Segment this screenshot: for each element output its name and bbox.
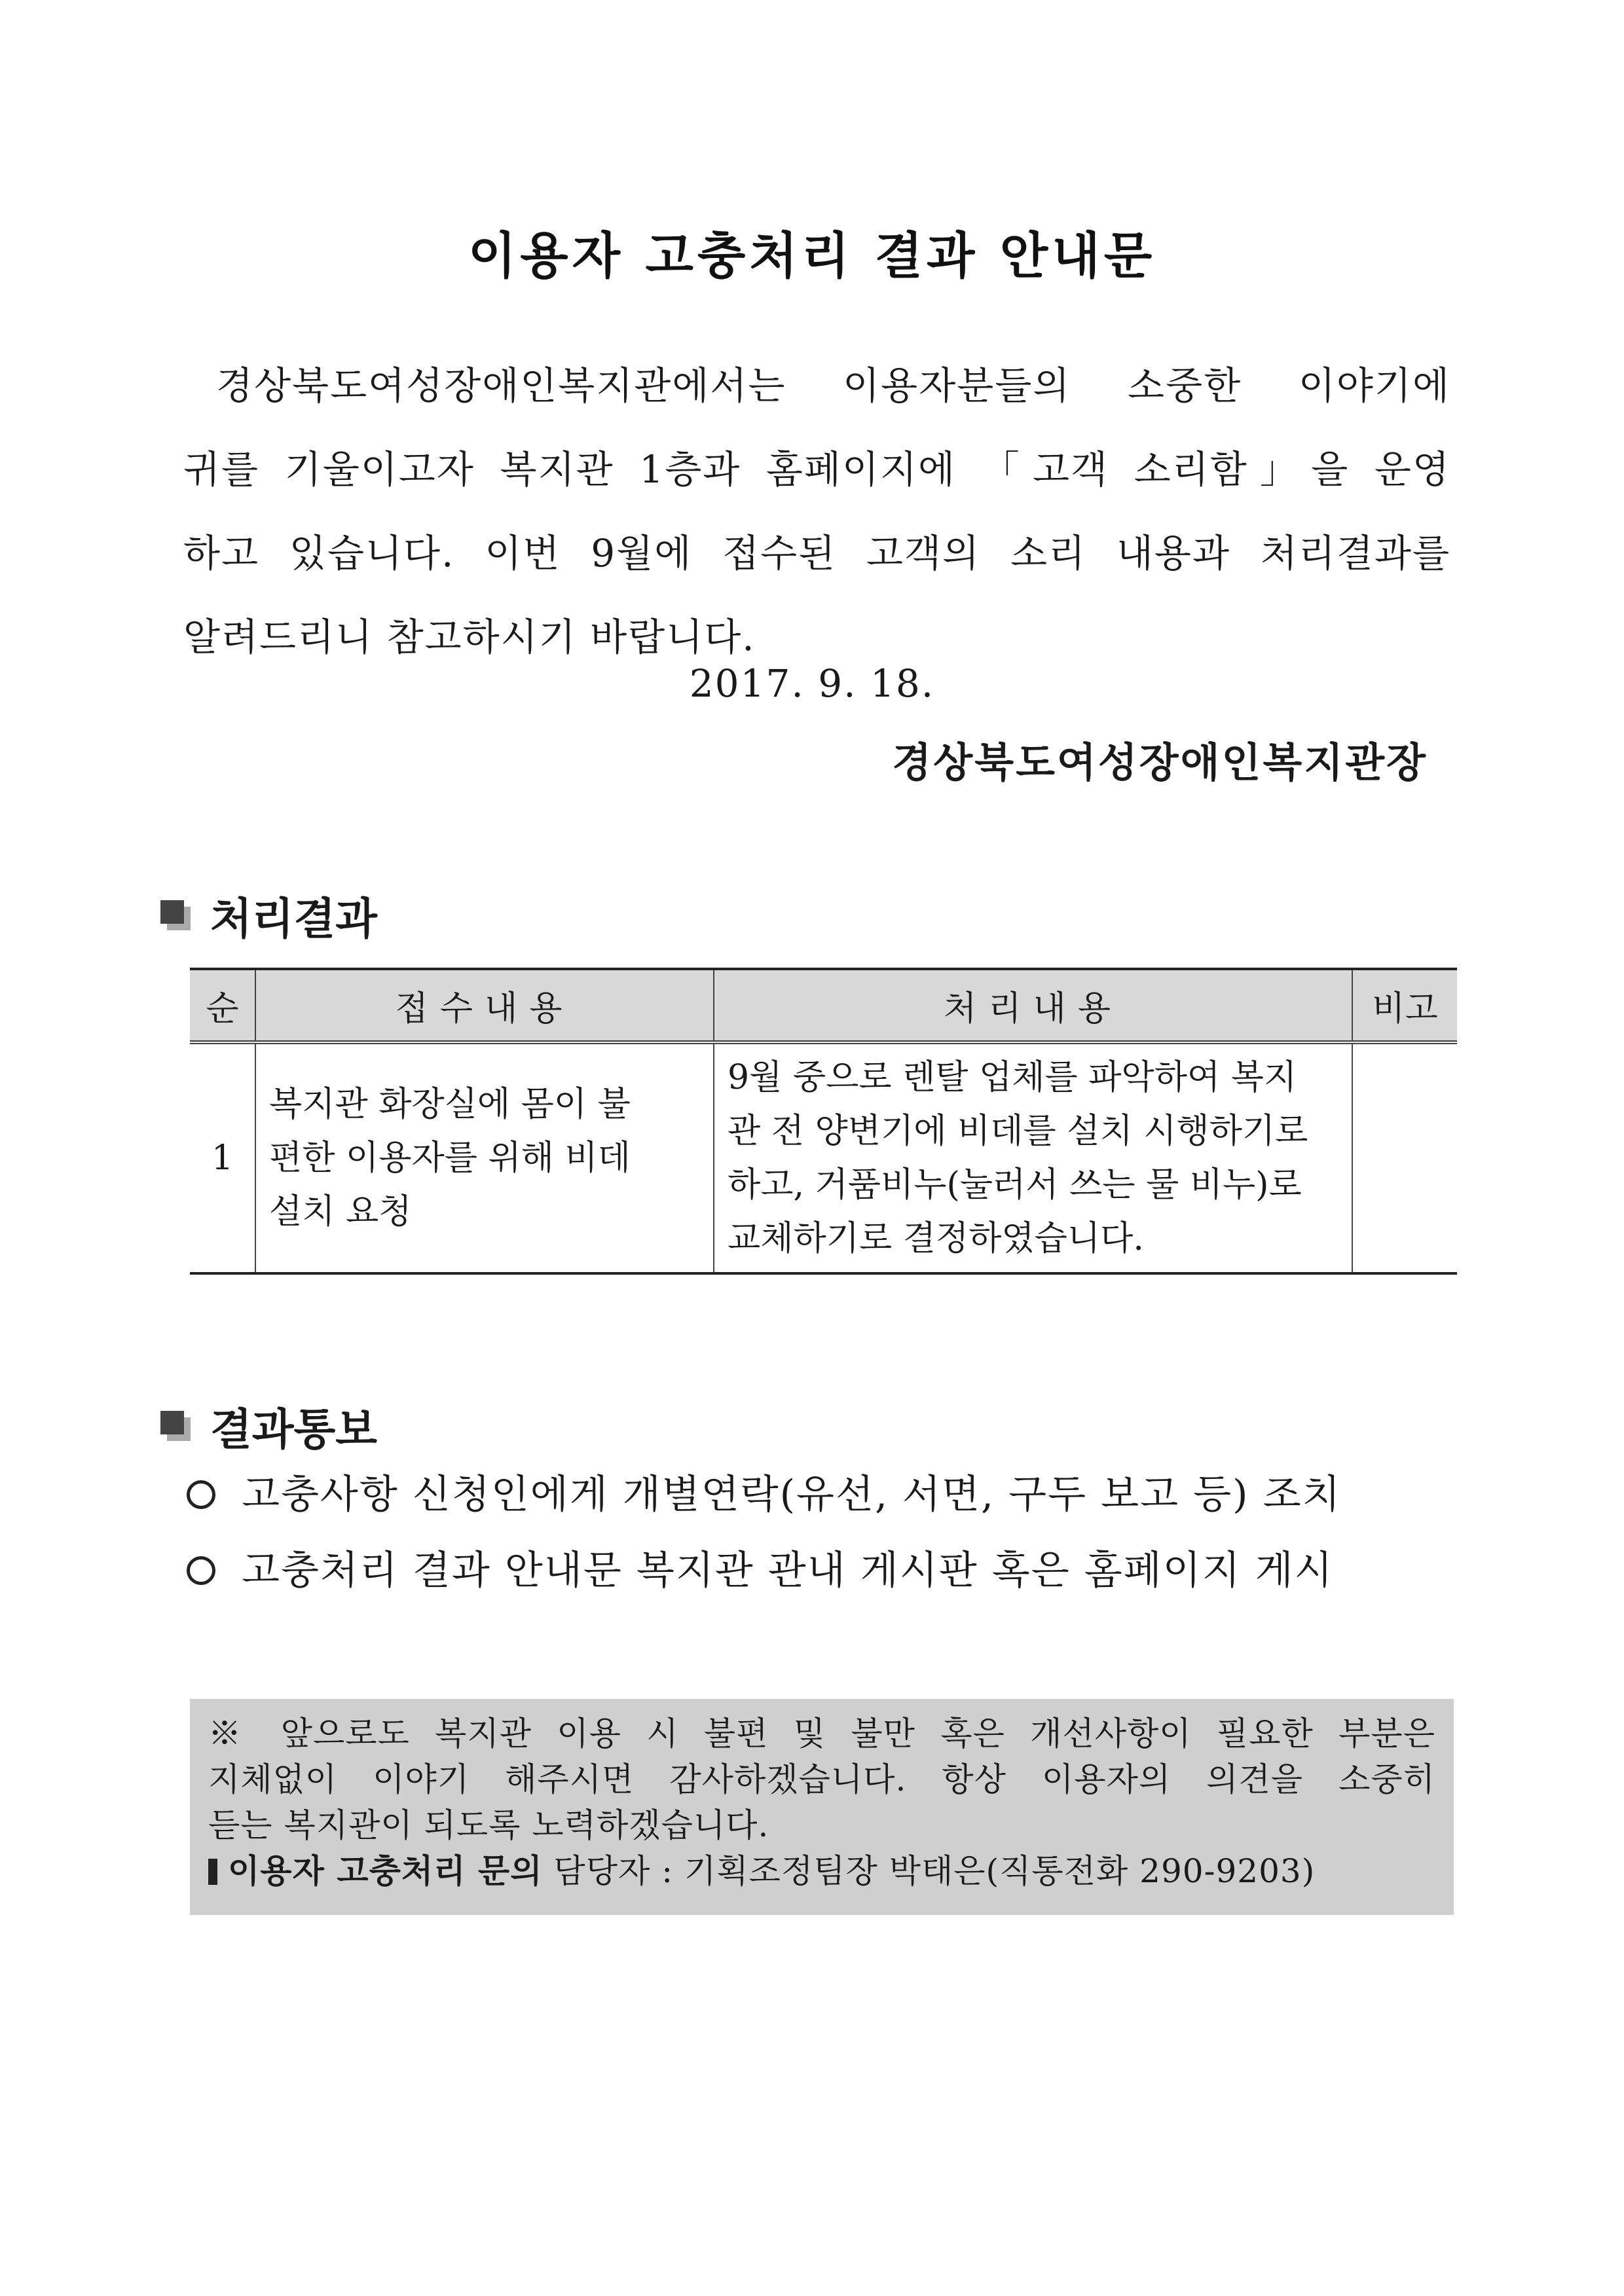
cell-line: 9월 중으로 렌탈 업체를 파악하여 복지: [728, 1058, 1297, 1097]
intro-line: 귀를 기울이고자 복지관 1층과 홈페이지에 「고객 소리함」을 운영: [183, 447, 1450, 492]
cell-line: 관 전 양변기에 비데를 설치 시행하기로: [728, 1112, 1308, 1151]
notice-line: 지체없이 이야기 해주시면 감사하겠습니다. 항상 이용자의 의견을 소중히: [208, 1760, 1435, 1798]
intro-line: 알려드리니 참고하시기 바랍니다.: [183, 615, 756, 659]
cell-note: [1352, 1042, 1457, 1273]
notice-line: ※ 앞으로도 복지관 이용 시 불편 및 불만 혹은 개선사항이 필요한 부분은: [208, 1715, 1435, 1753]
cell-line: 편한 이용자를 위해 비데: [269, 1139, 631, 1178]
list-item: [187, 1533, 1464, 1609]
cell-no: 1: [190, 1042, 255, 1273]
cell-line: 복지관 화장실에 몸이 불: [269, 1085, 631, 1124]
square-bullet-icon: [160, 1411, 191, 1441]
issue-date: 2017. 9. 18.: [689, 661, 935, 706]
signer: 경상북도여성장애인복지관장: [892, 738, 1428, 786]
table-row: [190, 1042, 1457, 1273]
section-heading-result: [160, 884, 377, 946]
cell-processed: [714, 1042, 1352, 1273]
notice-contact: [208, 1848, 1435, 1894]
notify-list: [187, 1457, 1464, 1609]
circle-bullet-icon: [187, 1480, 215, 1509]
section-heading-label: 처리결과: [210, 894, 378, 944]
page-title: 이용자 고충처리 결과 안내문: [468, 227, 1156, 285]
table-header-row: [190, 969, 1457, 1042]
contact-text: 담당자 : 기획조정팀장 박태은(직통전화 290-9203): [553, 1852, 1316, 1890]
list-item: [187, 1457, 1464, 1533]
intro-line: 경상북도여성장애인복지관에서는 이용자분들의 소중한 이야기에: [216, 363, 1450, 408]
square-bullet-icon: [160, 900, 191, 930]
section-heading-label: 결과통보: [210, 1404, 378, 1455]
cell-received: [255, 1042, 714, 1273]
section-heading-notify: [160, 1394, 377, 1457]
cell-line: 하고, 거품비누(눌러서 쓰는 물 비누)로: [728, 1165, 1302, 1205]
column-header-no: 순: [190, 969, 255, 1042]
result-table: [190, 968, 1457, 1275]
column-header-received: 접수내용: [255, 969, 714, 1042]
contact-label: 이용자 고충처리 문의: [228, 1852, 543, 1890]
cell-line: 교체하기로 결정하였습니다.: [728, 1219, 1144, 1258]
list-item-text: 고충사항 신청인에게 개별연락(유선, 서면, 구두 보고 등) 조치: [242, 1472, 1342, 1518]
notice-box: [190, 1699, 1454, 1915]
circle-bullet-icon: [187, 1556, 215, 1585]
intro-paragraph: [183, 344, 1450, 679]
bar-marker-icon: [208, 1859, 217, 1885]
intro-line: 하고 있습니다. 이번 9월에 접수된 고객의 소리 내용과 처리결과를: [183, 531, 1450, 575]
column-header-note: 비고: [1352, 969, 1457, 1042]
cell-line: 설치 요청: [269, 1192, 412, 1231]
notice-line: 듣는 복지관이 되도록 노력하겠습니다.: [208, 1806, 769, 1844]
column-header-processed: 처리내용: [714, 969, 1352, 1042]
list-item-text: 고충처리 결과 안내문 복지관 관내 게시판 혹은 홈페이지 게시: [242, 1548, 1334, 1594]
